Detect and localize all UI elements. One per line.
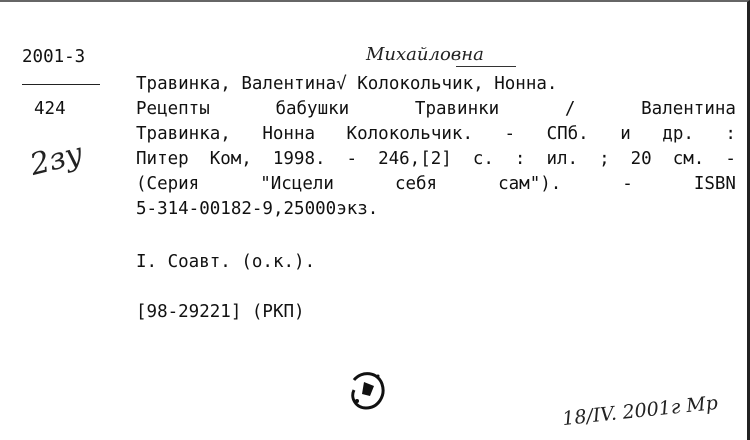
description-word: 246,[2] (378, 149, 452, 169)
description-word: Питер (136, 149, 189, 169)
description-word: см. (672, 149, 705, 169)
description-word: : (725, 124, 736, 144)
description-word: Нонна (262, 124, 316, 144)
handwritten-patronymic: Михайловна (366, 44, 484, 65)
description-word: (Серия (136, 174, 200, 194)
description-word: Рецепты (136, 99, 210, 119)
description-word: - (622, 174, 633, 194)
description-word: ISBN (693, 174, 736, 194)
description-word: бабушки (275, 99, 350, 119)
description-word: / (564, 99, 576, 119)
description-word: Колокольчик. (346, 124, 473, 144)
description-line (136, 148, 736, 171)
description-word: сам"). (498, 174, 562, 194)
description-word: 20 (630, 149, 652, 169)
description-word: 1998. (272, 149, 326, 169)
description-word: - (346, 149, 358, 169)
description-word: - (725, 149, 736, 169)
record-number: [98-29221] (РКП) (136, 302, 305, 322)
handwritten-left-mark: 2зу (26, 136, 87, 183)
description-word: с. (472, 149, 494, 169)
handwritten-date-note: 18/IV. 2001г Мр (561, 391, 719, 431)
description-line (136, 198, 736, 221)
call-number: 2001-3 (22, 47, 86, 67)
handwritten-underline (456, 66, 516, 67)
description-word: - (504, 124, 516, 144)
description-word: ил. (546, 149, 579, 169)
library-stamp-icon (344, 368, 390, 414)
description-word: : (514, 149, 526, 169)
description-word: "Исцели (260, 174, 334, 194)
description-word: Травинки (414, 99, 500, 119)
description-word: экз. (336, 199, 379, 219)
description-word: СПб. (546, 124, 589, 144)
description-line (136, 98, 736, 121)
description-word: ; (599, 149, 610, 169)
description-word: др. (662, 124, 694, 144)
heading-authors: Травинка, Валентина√ Колокольчик, Нонна. (136, 74, 558, 94)
tracing: I. Соавт. (о.к.). (136, 252, 316, 272)
description-line (136, 173, 736, 196)
call-number-divider (22, 84, 100, 85)
description-word: себя (394, 174, 438, 194)
description-word: Травинка, (136, 124, 231, 144)
description-word: и (620, 124, 631, 144)
shelf-number: 424 (34, 99, 66, 119)
description-word: Валентина (641, 99, 736, 119)
description-word: Ком, (209, 149, 252, 169)
description-word: 25000 (283, 199, 337, 219)
description-line (136, 123, 736, 146)
description-word: 5-314-00182-9, (136, 199, 284, 219)
